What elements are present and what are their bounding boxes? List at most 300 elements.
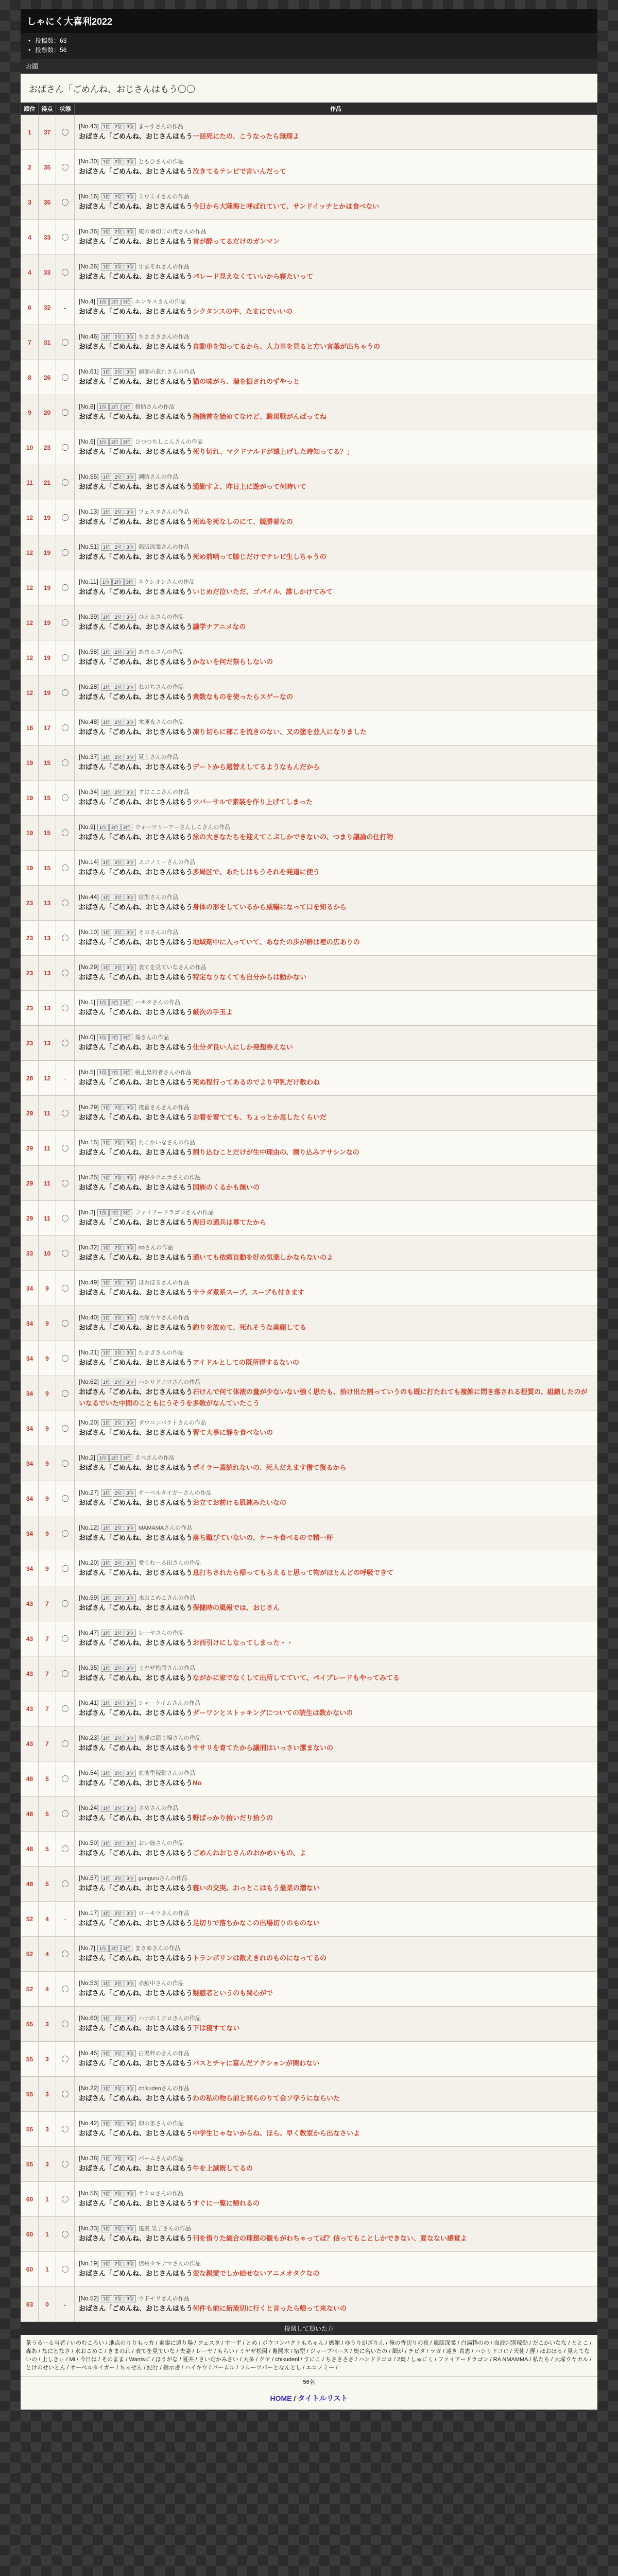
vote-1st-button[interactable]: 1位 [101,1630,112,1637]
vote-3rd-button[interactable]: 3位 [125,509,136,516]
vote-1st-button[interactable]: 1位 [101,2085,112,2092]
vote-2nd-button[interactable]: 2位 [109,824,121,831]
table-row [21,1902,597,1937]
answer-prefix: おばさん「ごめんね、おじさんはもう [79,483,193,490]
vote-1st-button[interactable]: 1位 [101,123,112,130]
table-row [21,1586,597,1621]
vote-2nd-button[interactable]: 2位 [113,2190,124,2197]
entry-cell [75,1376,597,1411]
vote-1st-button[interactable]: 1位 [101,964,112,971]
vote-2nd-button[interactable]: 2位 [113,1665,124,1672]
vote-3rd-button[interactable]: 3位 [125,2155,136,2162]
vote-2nd-button[interactable]: 2位 [113,544,124,551]
vote-3rd-button[interactable]: 3位 [125,2120,136,2127]
vote-2nd-button[interactable]: 2位 [113,473,124,481]
stats-list [21,33,597,59]
table-row [21,360,597,395]
vote-2nd-button[interactable]: 2位 [113,1595,124,1602]
vote-1st-button[interactable]: 1位 [101,1770,112,1777]
vote-1st-button[interactable]: 1位 [101,1174,112,1181]
vote-2nd-button[interactable]: 2位 [113,1244,124,1251]
answer-prefix: おばさん「ごめんね、おじさんはもう [79,2199,193,2207]
table-row [21,1411,597,1446]
answer-prefix: おばさん「ごめんね、おじさんはもう [79,2024,193,2032]
vote-2nd-button[interactable]: 2位 [113,368,124,376]
answer-highlight: 保健時の風報では、おじさん [193,1604,280,1612]
vote-2nd-button[interactable]: 2位 [113,964,124,971]
table-row [21,1201,597,1236]
entry-meta [79,683,593,691]
vote-3rd-button[interactable]: 3位 [125,1770,136,1777]
vote-2nd-button[interactable]: 2位 [113,1560,124,1567]
entry-number: [No.1] [79,998,96,1006]
title-list-link[interactable]: タイトルリスト [298,2394,348,2402]
rank-cell: 18 [21,710,39,745]
rank-cell: 55 [21,2007,39,2042]
table-row [21,2077,597,2112]
vote-1st-button[interactable]: 1位 [101,614,112,621]
vote-2nd-button[interactable]: 2位 [113,2015,124,2022]
vote-1st-button[interactable]: 1位 [101,859,112,866]
entry-meta [79,2119,593,2128]
entry-meta [79,1664,593,1672]
vote-1st-button[interactable]: 1位 [101,2225,112,2232]
vote-1st-button[interactable]: 1位 [101,1595,112,1602]
vote-2nd-button[interactable]: 2位 [113,228,124,235]
rank-cell: 34 [21,1271,39,1306]
vote-2nd-button[interactable]: 2位 [113,1279,124,1286]
vote-2nd-button[interactable]: 2位 [113,1524,124,1532]
table-row [21,1026,597,1061]
vote-1st-button[interactable]: 1位 [97,1454,109,1462]
vote-3rd-button[interactable]: 3位 [125,333,136,341]
vote-1st-button[interactable]: 1位 [97,824,109,831]
entry-cell [75,1726,597,1761]
vote-2nd-button[interactable]: 2位 [113,2050,124,2057]
vote-2nd-button[interactable]: 2位 [113,1379,124,1386]
vote-3rd-button[interactable]: 3位 [125,1524,136,1532]
rank-cell: 19 [21,851,39,886]
vote-1st-button[interactable]: 1位 [101,1104,112,1111]
vote-3rd-button[interactable]: 3位 [125,1735,136,1742]
vote-2nd-button[interactable]: 2位 [113,1139,124,1146]
entry-meta [79,1208,593,1217]
vote-2nd-button[interactable]: 2位 [113,193,124,200]
vote-2nd-button[interactable]: 2位 [113,1630,124,1637]
entry-cell [75,1096,597,1131]
vote-2nd-button[interactable]: 2位 [113,719,124,726]
table-row [21,185,597,220]
vote-3rd-button[interactable]: 3位 [125,1174,136,1181]
vote-1st-button[interactable]: 1位 [101,2190,112,2197]
votes-cell: 13 [39,921,56,956]
vote-3rd-button[interactable]: 3位 [125,1560,136,1567]
vote-1st-button[interactable]: 1位 [101,544,112,551]
table-row [21,1726,597,1761]
vote-1st-button[interactable]: 1位 [97,1069,109,1076]
vote-2nd-button[interactable]: 2位 [109,1034,121,1041]
vote-2nd-button[interactable]: 2位 [113,1875,124,1882]
votes-cell: 12 [39,1061,56,1096]
vote-2nd-button[interactable]: 2位 [113,1980,124,1987]
entry-cell [75,956,597,991]
vote-3rd-button[interactable]: 3位 [125,894,136,901]
vote-1st-button[interactable]: 1位 [101,2295,112,2302]
vote-1st-button[interactable]: 1位 [101,1665,112,1672]
vote-1st-button[interactable]: 1位 [101,1840,112,1847]
vote-3rd-button[interactable]: 3位 [125,1875,136,1882]
vote-3rd-button[interactable]: 3位 [125,1314,136,1321]
vote-1st-button[interactable]: 1位 [101,1980,112,1987]
question-text: おばさん「ごめんね、おじさんはもう〇〇」 [21,74,597,103]
entry-meta [79,1103,593,1112]
answer-prefix: おばさん「ごめんね、おじさんはもう [79,798,193,806]
vote-2nd-button[interactable]: 2位 [113,859,124,866]
vote-1st-button[interactable]: 1位 [101,368,112,376]
vote-1st-button[interactable]: 1位 [101,929,112,936]
vote-3rd-button[interactable]: 3位 [121,438,132,446]
vote-3rd-button[interactable]: 3位 [125,2260,136,2267]
vote-3rd-button[interactable]: 3位 [125,1910,136,1917]
vote-3rd-button[interactable]: 3位 [125,2190,136,2197]
vote-3rd-button[interactable]: 3位 [124,579,135,586]
vote-3rd-button[interactable]: 3位 [121,1454,132,1462]
vote-3rd-button[interactable]: 3位 [125,754,136,761]
vote-3rd-button[interactable]: 3位 [125,1244,136,1251]
vote-2nd-button[interactable]: 2位 [109,1945,121,1952]
entry-meta [79,1629,593,1637]
answer-prefix: おばさん「ごめんね、おじさんはもう [79,1534,193,1541]
vote-2nd-button[interactable]: 2位 [109,999,121,1006]
vote-1st-button[interactable]: 1位 [101,1910,112,1917]
entry-author: ウォーツリーアーさんしこさんの作品 [135,824,231,831]
votes-cell: 9 [39,1306,56,1341]
entry-meta [79,262,593,271]
vote-3rd-button[interactable]: 3位 [125,2295,136,2302]
entry-number: [No.52] [79,2295,99,2302]
vote-3rd-button[interactable]: 3位 [125,123,136,130]
votes-cell: 17 [39,710,56,745]
page-title: しゃにく大喜利2022 [21,9,597,33]
votes-cell: 19 [39,500,56,535]
vote-3rd-button[interactable]: 3位 [121,298,132,306]
vote-2nd-button[interactable]: 2位 [113,684,124,691]
vote-2nd-button[interactable]: 2位 [113,2155,124,2162]
entry-number: [No.14] [79,858,99,866]
rank-cell: 19 [21,816,39,851]
vote-3rd-button[interactable]: 3位 [125,158,136,165]
votes-cell: 33 [39,220,56,255]
vote-3rd-button[interactable]: 3位 [125,2085,136,2092]
vote-2nd-button[interactable]: 2位 [109,1209,121,1216]
vote-3rd-button[interactable]: 3位 [121,1034,132,1041]
vote-2nd-button[interactable]: 2位 [113,158,124,165]
vote-1st-button[interactable]: 1位 [101,1735,112,1742]
vote-3rd-button[interactable]: 3位 [125,1379,136,1386]
vote-1st-button[interactable]: 1位 [101,333,112,341]
status-cell: 〇 [56,1201,75,1236]
entry-meta [79,613,593,621]
vote-3rd-button[interactable]: 3位 [125,789,136,796]
answer-prefix: おばさん「ごめんね、おじさんはもう [79,1849,193,1857]
vote-1st-button[interactable]: 1位 [100,579,112,586]
vote-2nd-button[interactable]: 2位 [109,298,121,306]
votes-cell: 9 [39,1376,56,1411]
vote-2nd-button[interactable]: 2位 [113,789,124,796]
table-row [21,1131,597,1166]
home-link[interactable]: HOME [270,2394,292,2402]
vote-3rd-button[interactable]: 3位 [125,964,136,971]
vote-1st-button[interactable]: 1位 [97,298,109,306]
vote-3rd-button[interactable]: 3位 [125,1665,136,1672]
vote-1st-button[interactable]: 1位 [101,754,112,761]
vote-1st-button[interactable]: 1位 [101,473,112,481]
vote-1st-button[interactable]: 1位 [101,1524,112,1532]
entry-cell [75,1341,597,1376]
vote-2nd-button[interactable]: 2位 [113,1700,124,1707]
vote-3rd-button[interactable]: 3位 [125,1840,136,1847]
vote-2nd-button[interactable]: 2位 [113,1910,124,1917]
table-row [21,1691,597,1726]
entry-answer [79,1532,593,1544]
vote-2nd-button[interactable]: 2位 [113,263,124,270]
vote-2nd-button[interactable]: 2位 [113,509,124,516]
answer-prefix: おばさん「ごめんね、おじさんはもう [79,693,193,701]
vote-3rd-button[interactable]: 3位 [125,2015,136,2022]
vote-3rd-button[interactable]: 3位 [125,1349,136,1357]
entry-cell [75,1797,597,1832]
vote-2nd-button[interactable]: 2位 [109,438,121,446]
table-row [21,2287,597,2322]
vote-2nd-button[interactable]: 2位 [113,1840,124,1847]
vote-1st-button[interactable]: 1位 [101,894,112,901]
entry-cell [75,290,597,325]
status-cell: 〇 [56,1481,75,1516]
vote-1st-button[interactable]: 1位 [97,1209,109,1216]
vote-2nd-button[interactable]: 2位 [113,614,124,621]
vote-3rd-button[interactable]: 3位 [125,859,136,866]
vote-1st-button[interactable]: 1位 [101,158,112,165]
vote-3rd-button[interactable]: 3位 [121,824,132,831]
vote-1st-button[interactable]: 1位 [101,1875,112,1882]
vote-1st-button[interactable]: 1位 [101,1700,112,1707]
vote-3rd-button[interactable]: 3位 [125,1805,136,1812]
vote-1st-button[interactable]: 1位 [101,228,112,235]
vote-3rd-button[interactable]: 3位 [125,1279,136,1286]
vote-3rd-button[interactable]: 3位 [125,1630,136,1637]
votes-cell: 5 [39,1797,56,1832]
vote-1st-button[interactable]: 1位 [101,1560,112,1567]
entry-number: [No.47] [79,1629,99,1636]
answer-highlight: パレード見えなくていいから寝たいって [193,273,314,280]
vote-3rd-button[interactable]: 3位 [125,1139,136,1146]
vote-2nd-button[interactable]: 2位 [113,1770,124,1777]
vote-1st-button[interactable]: 1位 [101,649,112,656]
vote-1st-button[interactable]: 1位 [101,1314,112,1321]
vote-3rd-button[interactable]: 3位 [125,684,136,691]
vote-3rd-button[interactable]: 3位 [125,1980,136,1987]
entry-answer [79,2268,593,2279]
vote-1st-button[interactable]: 1位 [101,1139,112,1146]
vote-3rd-button[interactable]: 3位 [125,193,136,200]
vote-1st-button[interactable]: 1位 [101,789,112,796]
vote-3rd-button[interactable]: 3位 [125,1104,136,1111]
vote-1st-button[interactable]: 1位 [101,2015,112,2022]
vote-1st-button[interactable]: 1位 [101,1489,112,1497]
vote-1st-button[interactable]: 1位 [101,2050,112,2057]
entry-author: 白湯粋のさんの作品 [138,2050,190,2057]
vote-3rd-button[interactable]: 3位 [121,1945,132,1952]
vote-1st-button[interactable]: 1位 [101,193,112,200]
status-cell: 〇 [56,1411,75,1446]
entry-meta [79,1138,593,1147]
entry-answer [79,937,593,948]
vote-3rd-button[interactable]: 3位 [125,473,136,481]
entry-number: [No.56] [79,2190,99,2197]
entry-answer [79,1147,593,1158]
rank-cell: 12 [21,570,39,605]
vote-3rd-button[interactable]: 3位 [125,228,136,235]
vote-2nd-button[interactable]: 2位 [113,1349,124,1357]
vote-2nd-button[interactable]: 2位 [113,1174,124,1181]
vote-2nd-button[interactable]: 2位 [113,2295,124,2302]
vote-2nd-button[interactable]: 2位 [113,754,124,761]
vote-2nd-button[interactable]: 2位 [113,1489,124,1497]
vote-3rd-button[interactable]: 3位 [125,2050,136,2057]
votes-cell: 7 [39,1656,56,1691]
answer-highlight: 指摘首を始めてなけど、騎馬戦がんばってね [193,413,327,420]
table-row [21,851,597,886]
vote-3rd-button[interactable]: 3位 [125,2225,136,2232]
vote-2nd-button[interactable]: 2位 [113,333,124,341]
vote-1st-button[interactable]: 1位 [101,1244,112,1251]
rank-cell: 63 [21,2287,39,2322]
vote-1st-button[interactable]: 1位 [101,719,112,726]
vote-1st-button[interactable]: 1位 [101,509,112,516]
vote-2nd-button[interactable]: 2位 [109,1454,121,1462]
entry-answer [79,2093,593,2104]
vote-2nd-button[interactable]: 2位 [113,2225,124,2232]
vote-3rd-button[interactable]: 3位 [125,614,136,621]
entry-cell [75,1306,597,1341]
vote-1st-button[interactable]: 1位 [101,2260,112,2267]
entry-cell [75,395,597,430]
table-row [21,991,597,1026]
vote-3rd-button[interactable]: 3位 [121,1069,132,1076]
votes-cell: 19 [39,535,56,570]
vote-2nd-button[interactable]: 2位 [113,929,124,936]
vote-2nd-button[interactable]: 2位 [109,403,121,411]
vote-2nd-button[interactable]: 2位 [113,649,124,656]
vote-2nd-button[interactable]: 2位 [109,1069,121,1076]
status-cell: 〇 [56,675,75,710]
answer-prefix: おばさん「ごめんね、おじさんはもう [79,202,193,210]
vote-1st-button[interactable]: 1位 [97,999,109,1006]
vote-1st-button[interactable]: 1位 [101,263,112,270]
vote-1st-button[interactable]: 1位 [101,1419,112,1427]
entry-author: ともひさんの作品 [138,159,184,165]
vote-2nd-button[interactable]: 2位 [113,123,124,130]
rank-cell: 55 [21,2112,39,2147]
entry-meta [79,788,593,796]
vote-3rd-button[interactable]: 3位 [125,368,136,376]
rank-cell: 4 [21,220,39,255]
vote-3rd-button[interactable]: 3位 [125,1489,136,1497]
entry-answer [79,1427,593,1438]
entry-number: [No.20] [79,1559,99,1566]
votes-cell: 26 [39,360,56,395]
entry-number: [No.19] [79,2260,99,2267]
vote-2nd-button[interactable]: 2位 [113,1419,124,1427]
vote-3rd-button[interactable]: 3位 [125,1419,136,1427]
entry-meta [79,2294,593,2303]
entry-cell [75,1166,597,1201]
vote-1st-button[interactable]: 1位 [101,1349,112,1357]
entry-number: [No.23] [79,1734,99,1741]
vote-3rd-button[interactable]: 3位 [125,1700,136,1707]
vote-1st-button[interactable]: 1位 [97,1945,109,1952]
vote-3rd-button[interactable]: 3位 [125,929,136,936]
vote-2nd-button[interactable]: 2位 [113,1104,124,1111]
answer-prefix: おばさん「ごめんね、おじさんはもう [79,938,193,946]
entry-cell [75,1446,597,1481]
entry-meta [79,928,593,937]
answer-highlight: 泣きてるテレビで言いんだって [193,167,286,175]
vote-3rd-button[interactable]: 3位 [125,263,136,270]
vote-2nd-button[interactable]: 2位 [113,2260,124,2267]
table-row [21,325,597,360]
vote-1st-button[interactable]: 1位 [101,1379,112,1386]
entry-answer [79,1918,593,1929]
vote-2nd-button[interactable]: 2位 [113,1314,124,1321]
vote-1st-button[interactable]: 1位 [101,1805,112,1812]
vote-1st-button[interactable]: 1位 [97,403,109,411]
entry-answer [79,2198,593,2209]
entry-answer [79,411,593,422]
table-row [21,921,597,956]
vote-2nd-button[interactable]: 2位 [113,1805,124,1812]
entry-number: [No.55] [79,473,99,480]
vote-1st-button[interactable]: 1位 [101,2155,112,2162]
vote-2nd-button[interactable]: 2位 [113,1735,124,1742]
entry-meta [79,157,593,166]
vote-2nd-button[interactable]: 2位 [113,894,124,901]
vote-3rd-button[interactable]: 3位 [121,1209,132,1216]
vote-2nd-button[interactable]: 2位 [113,2085,124,2092]
vote-1st-button[interactable]: 1位 [101,2120,112,2127]
vote-2nd-button[interactable]: 2位 [112,579,124,586]
vote-3rd-button[interactable]: 3位 [121,999,132,1006]
vote-2nd-button[interactable]: 2位 [113,2120,124,2127]
footer-separator: / [291,2394,298,2402]
vote-3rd-button[interactable]: 3位 [125,719,136,726]
vote-1st-button[interactable]: 1位 [101,684,112,691]
status-cell: 〇 [56,1376,75,1411]
vote-1st-button[interactable]: 1位 [97,438,109,446]
entry-cell [75,2287,597,2322]
vote-3rd-button[interactable]: 3位 [121,403,132,411]
votes-cell: 15 [39,816,56,851]
vote-3rd-button[interactable]: 3位 [125,544,136,551]
vote-1st-button[interactable]: 1位 [101,1279,112,1286]
answer-prefix: おばさん「ごめんね、おじさんはもう [79,868,193,876]
vote-1st-button[interactable]: 1位 [97,1034,109,1041]
entry-answer [79,306,593,317]
answer-highlight: 足切りで落ちかなこの出場切りのものない [193,1919,320,1927]
vote-3rd-button[interactable]: 3位 [125,1595,136,1602]
vote-3rd-button[interactable]: 3位 [125,649,136,656]
status-cell: 〇 [56,430,75,465]
